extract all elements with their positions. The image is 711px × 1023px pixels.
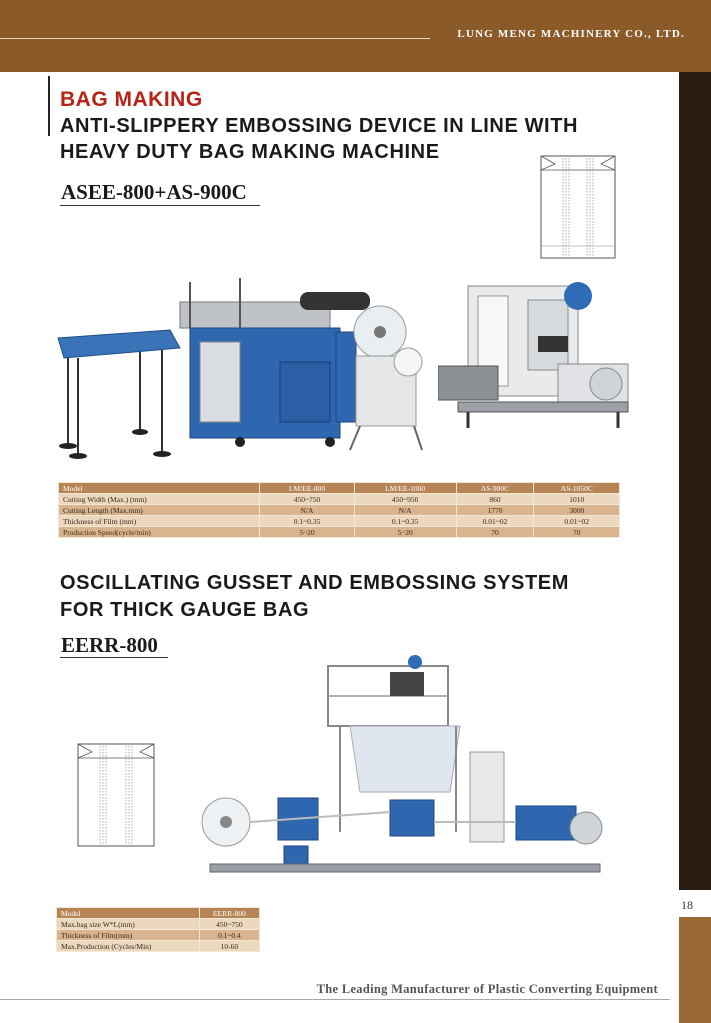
table-cell: 0.01~02 [534, 516, 620, 527]
table-cell: 0.1~0.4 [199, 930, 259, 941]
table-row [59, 483, 620, 494]
table-cell: Max.Production (Cycles/Min) [57, 941, 200, 952]
section2-model: EERR-800 [61, 633, 158, 657]
table-header-cell: Model [57, 908, 200, 919]
title-accent-bar [48, 76, 50, 136]
table-row [59, 516, 620, 527]
table-cell: 0.01~02 [456, 516, 534, 527]
bag-making-machine-image [50, 272, 430, 472]
section2-title-line1: OSCILLATING GUSSET AND EMBOSSING SYSTEM [60, 572, 569, 594]
table-cell: 5~20 [260, 527, 354, 538]
table-cell: 70 [534, 527, 620, 538]
gusset-embossing-system-image [200, 652, 610, 884]
bag-diagram-2 [74, 738, 158, 848]
footer-rule [0, 999, 670, 1000]
section1-model: ASEE-800+AS-900C [61, 180, 247, 204]
table-cell: 70 [456, 527, 534, 538]
table-row [59, 505, 620, 516]
section1-title-line1: ANTI-SLIPPERY EMBOSSING DEVICE IN LINE WITH [60, 115, 579, 137]
table-cell: N/A [260, 505, 354, 516]
table-cell: 0.1~0.35 [354, 516, 456, 527]
section2-title-line2: FOR THICK GAUGE BAG [60, 599, 310, 621]
table-header-cell: Model [59, 483, 260, 494]
table-cell: 10-60 [199, 941, 259, 952]
table-header-cell: LM/EE-800 [260, 483, 354, 494]
table-cell: 0.1~0.35 [260, 516, 354, 527]
footer-tagline: The Leading Manufacturer of Plastic Converting Equipment [316, 982, 658, 996]
table-cell: 5~20 [354, 527, 456, 538]
table-row [59, 494, 620, 505]
table-cell: Max.bag size W*L(mm) [57, 919, 200, 930]
table-cell: Cutting Length (Max.mm) [59, 505, 260, 516]
table-header-cell: LM/EE-1000 [354, 483, 456, 494]
table-cell: 3000 [534, 505, 620, 516]
section1-title-line2: HEAVY DUTY BAG MAKING MACHINE [60, 141, 440, 163]
table-header-cell: AS-1050C [534, 483, 620, 494]
table-row [57, 919, 260, 930]
table-row [57, 908, 260, 919]
table-cell: 450~750 [260, 494, 354, 505]
table-row [59, 527, 620, 538]
table-cell: Production Speed(cycle/min) [59, 527, 260, 538]
table-cell: Thickness of Film (mm) [59, 516, 260, 527]
table-cell: Cutting Width (Max.) (mm) [59, 494, 260, 505]
table-cell: 1770 [456, 505, 534, 516]
header-rule [0, 38, 430, 39]
table-cell: 1010 [534, 494, 620, 505]
table-header-cell: AS-900C [456, 483, 534, 494]
category-title: BAG MAKING [60, 88, 203, 111]
spec-table-1 [58, 482, 620, 538]
embossing-device-image [438, 276, 638, 436]
table-row [57, 941, 260, 952]
spec-table-2 [56, 907, 260, 952]
table-cell: 450~750 [199, 919, 259, 930]
table-cell: N/A [354, 505, 456, 516]
section2-model-underline [60, 657, 168, 658]
sidebar-dark-strip [679, 72, 711, 890]
company-name: LUNG MENG MACHINERY CO., LTD. [457, 28, 685, 40]
page-number: 18 [681, 898, 693, 912]
table-cell: 860 [456, 494, 534, 505]
bag-diagram-1 [537, 150, 619, 260]
table-row [57, 930, 260, 941]
table-cell: Thickness of Film(mm) [57, 930, 200, 941]
section1-model-underline [60, 205, 260, 206]
table-cell: 450~950 [354, 494, 456, 505]
table-header-cell: EERR-800 [199, 908, 259, 919]
sidebar-light-strip [679, 917, 711, 1023]
